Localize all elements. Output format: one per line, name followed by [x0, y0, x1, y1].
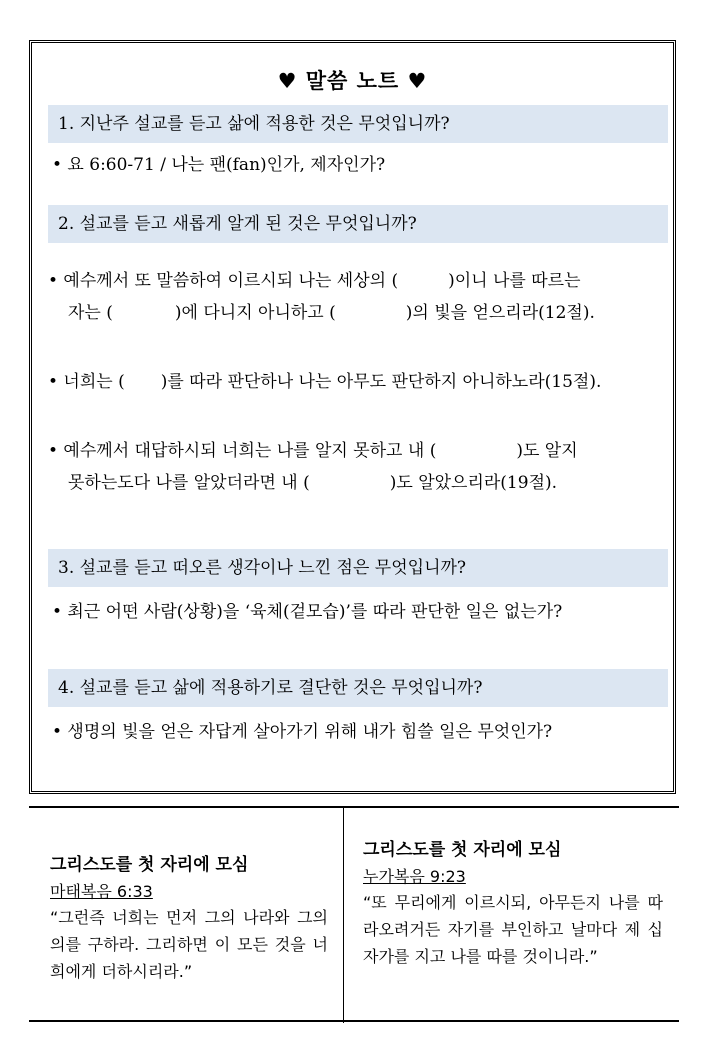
verse-19-part-a: • 예수께서 대답하시되 너희는 나를 알지 못하고 내 (	[48, 441, 437, 461]
verse-19-part-d: )도 알았으리라(19절).	[389, 473, 558, 493]
verse-19-part-b: )도 알지	[516, 441, 578, 461]
verse-card-left	[50, 850, 328, 985]
section-1-heading: 1. 지난주 설교를 듣고 삶에 적용한 것은 무엇입니까?	[48, 105, 668, 143]
section-4-heading: 4. 설교를 듣고 삶에 적용하기로 결단한 것은 무엇입니까?	[48, 669, 668, 707]
verse-12-part-e: )의 빛을 얻으리라(12절).	[405, 303, 595, 323]
sermon-note-box	[29, 40, 676, 794]
fill-blank-verse-12	[48, 265, 668, 329]
section-3-item: • 최근 어떤 사람(상황)을 ‘육체(겉모습)’를 따라 판단한 일은 없는가?	[52, 602, 563, 622]
verse-12-part-a: • 예수께서 또 말씀하여 이르시되 나는 세상의 (	[48, 271, 399, 291]
section-2-heading: 2. 설교를 듣고 새롭게 알게 된 것은 무엇입니까?	[48, 205, 668, 243]
verse-12-part-b: )이니 나를 따르는	[448, 271, 581, 291]
bottom-rule	[29, 1020, 679, 1022]
verse-12-part-d: )에 다니지 아니하고 (	[174, 303, 336, 323]
verse-15-part-a: • 너희는 (	[48, 372, 125, 392]
card-title: 그리스도를 첫 자리에 모심	[50, 855, 249, 875]
verse-12-part-c: 자는 (	[68, 303, 113, 323]
note-title	[32, 65, 673, 95]
scripture-reference: 마태복음 6:33	[50, 882, 153, 901]
scripture-reference: 누가복음 9:23	[363, 867, 466, 886]
heart-icon: ♥	[407, 69, 428, 93]
note-title-text: 말씀 노트	[305, 69, 400, 93]
verse-15-part-b: )를 따라 판단하나 나는 아무도 판단하지 아니하노라(15절).	[160, 372, 602, 392]
fill-blank-verse-19	[48, 435, 668, 499]
verse-text: “또 무리에게 이르시되, 아무든지 나를 따라오려거든 자기를 부인하고 날마다 제 십자가를 지고 나를 따를 것이니라.”	[363, 893, 663, 966]
card-title: 그리스도를 첫 자리에 모심	[363, 840, 562, 860]
heart-icon: ♥	[277, 69, 298, 93]
verse-card-right	[363, 835, 663, 970]
verse-text: “그런즉 너희는 먼저 그의 나라와 그의 의를 구하라. 그리하면 이 모든 것을 너희에게 더하시리라.”	[50, 908, 328, 981]
section-4-item: • 생명의 빛을 얻은 자답게 살아가기 위해 내가 힘쓸 일은 무엇인가?	[52, 722, 553, 742]
verse-19-part-c: 못하는도다 나를 알았더라면 내 (	[68, 473, 310, 493]
section-3-heading: 3. 설교를 듣고 떠오른 생각이나 느낀 점은 무엇입니까?	[48, 549, 668, 587]
section-1-item: • 요 6:60-71 / 나는 팬(fan)인가, 제자인가?	[52, 155, 386, 175]
column-divider	[343, 808, 344, 1023]
fill-blank-verse-15	[48, 366, 668, 398]
top-rule	[29, 806, 679, 808]
